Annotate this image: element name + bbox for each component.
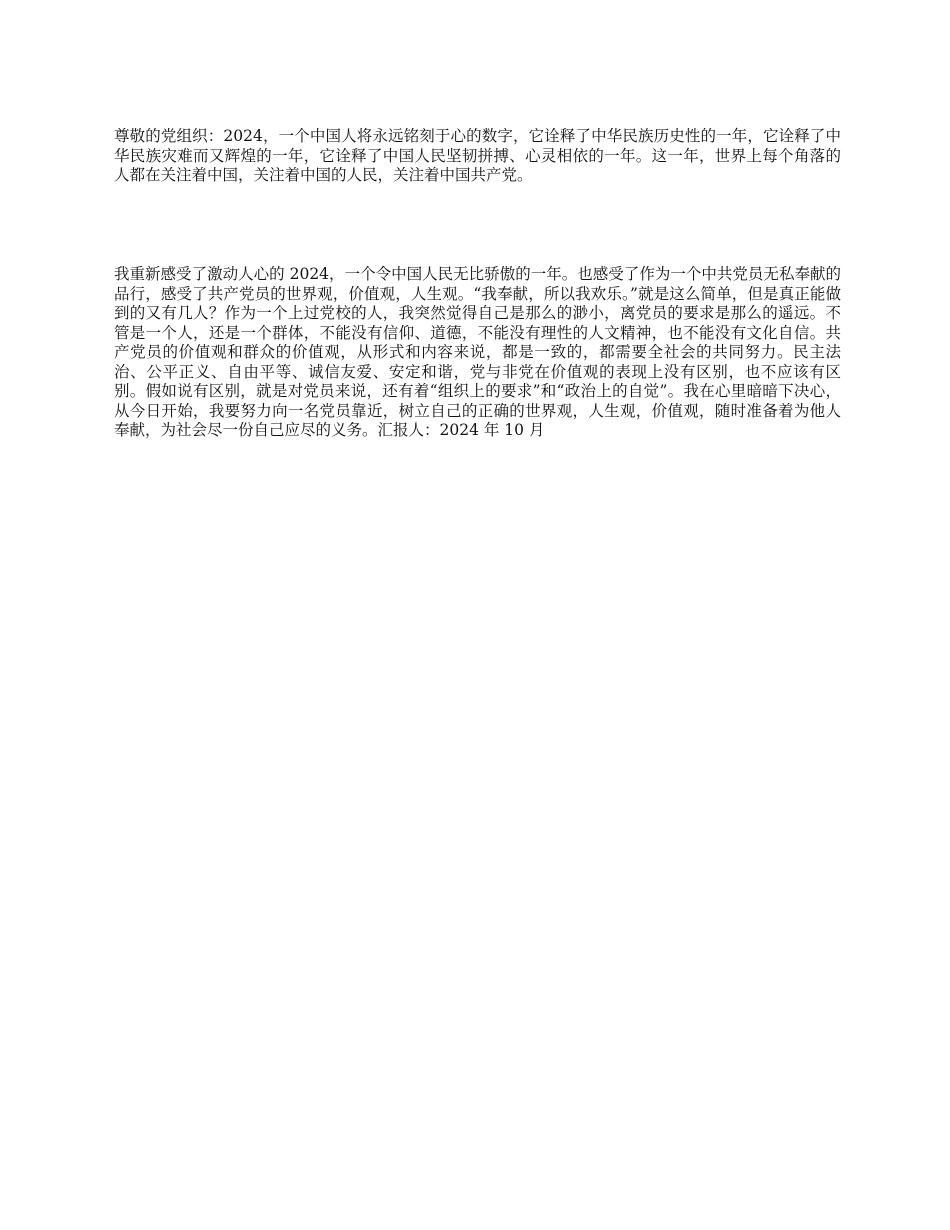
paragraph-salutation-intro: 尊敬的党组织：2024，一个中国人将永远铭刻于心的数字，它诠释了中华民族历史性的一年，它诠释了中华民族灾难而又辉煌的一年，它诠释了中国人民坚韧拼搏、心灵相依的一年。这一年，世界上每个角落的人都在关注着中国，关注着中国的人民，关注着中国共产党。	[114, 127, 841, 184]
paragraph-body-reflection: 我重新感受了激动人心的 2024，一个令中国人民无比骄傲的一年。也感受了作为一个中共党员无私奉献的品行，感受了共产党员的世界观，价值观，人生观。“我奉献，所以我欢乐。”就是这么简单，但是真正能做到的又有几人？作为一个上过党校的人，我突然觉得自己是那么的渺小，离党员的要求是那么的遥远。不管是一个人，还是一个群体，不能没有信仰、道德，不能没有理性的人文精神，也不能没有文化自信。共产党员的价值观和群众的价值观，从形式和内容来说，都是一致的，都需要全社会的共同努力。民主法治、公平正义、自由平等、诚信友爱、安定和谐，党与非党在价值观的表现上没有区别，也不应该有区别。假如说有区别，就是对党员来说，还有着“组织上的要求”和“政治上的自觉”。我在心里暗暗下决心，从今日开始，我要努力向一名党员靠近，树立自己的正确的世界观，人生观，价值观，随时准备着为他人奉献，为社会尽一份自己应尽的义务。汇报人：2024 年 10 月	[114, 265, 841, 439]
